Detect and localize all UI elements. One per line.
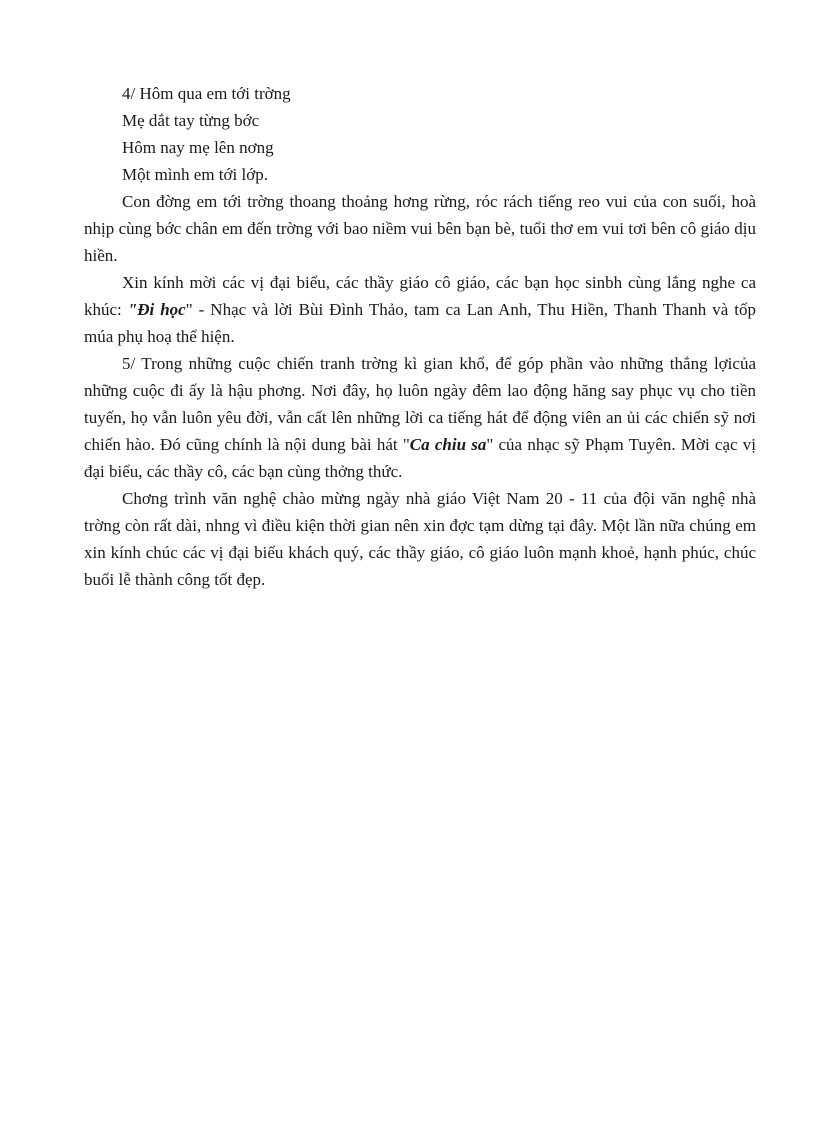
paragraph-text: " - Nhạc và lời Bùi Đình Thảo, tam ca Lan Anh, Thu Hiền, Thanh Thanh và tốp múa phụ hoạ thể hiện.: [84, 300, 756, 346]
song-title: "Đi học: [127, 300, 186, 319]
paragraph-text: " của nhạc sỹ Phạm Tuyên. Mời cạc vị đại biểu, các thầy cô, các bạn cùng thởng thức.: [84, 435, 756, 481]
verse-block: [84, 80, 756, 188]
verse-line-2: Mẹ dắt tay từng bớc: [122, 111, 260, 130]
document-body: [84, 80, 756, 593]
paragraph-text: Xin kính mời các vị đại biểu, các thầy giáo cô giáo, các bạn học sinbh cùng lắng nghe ca khúc:: [84, 273, 756, 319]
paragraph-song-introduction: [84, 269, 756, 350]
song-title: Ca chiu sa: [409, 435, 487, 454]
paragraph-closing: Chơng trình văn nghệ chào mừng ngày nhà giáo Việt Nam 20 - 11 của đội văn nghệ nhà trờng còn rất dài, nhng vì điều kiện thời gian nên xin đợc tạm dừng tại đây. Một lần nữa chúng em xin kính chúc các vị đại biểu khách quý, các thầy giáo, cô giáo luôn mạnh khoẻ, hạnh phúc, chúc buổi lễ thành công tốt đẹp.: [84, 489, 756, 589]
verse-line-3: Hôm nay mẹ lên nơng: [122, 138, 274, 157]
verse-line-1: 4/ Hôm qua em tới trờng: [122, 84, 291, 103]
paragraph-wartime-song: [84, 350, 756, 485]
verse-line-4: Một mình em tới lớp.: [122, 165, 268, 184]
paragraph-text: 5/ Trong những cuộc chiến tranh trờng kì gian khổ, để góp phần vào những thắng lợicủa những cuộc đi ấy là hậu phơng. Nơi đây, họ luôn ngày đêm lao động hăng say phục vụ cho tiền tuyến, họ vẫn luôn yêu đời, vẫn cất lên những lời ca tiếng hát để động viên an ủi các chiến sỹ nơi chiến hào. Đó cũng chính là nội dung bài hát ": [84, 354, 756, 454]
paragraph-road-to-school: Con đờng em tới trờng thoang thoảng hơng rừng, róc rách tiếng reo vui của con suối, hoà nhịp cùng bớc chân em đến trờng với bao niềm vui bên bạn bè, tuổi thơ em vui tơi bên cô giáo dịu hiền.: [84, 192, 756, 265]
